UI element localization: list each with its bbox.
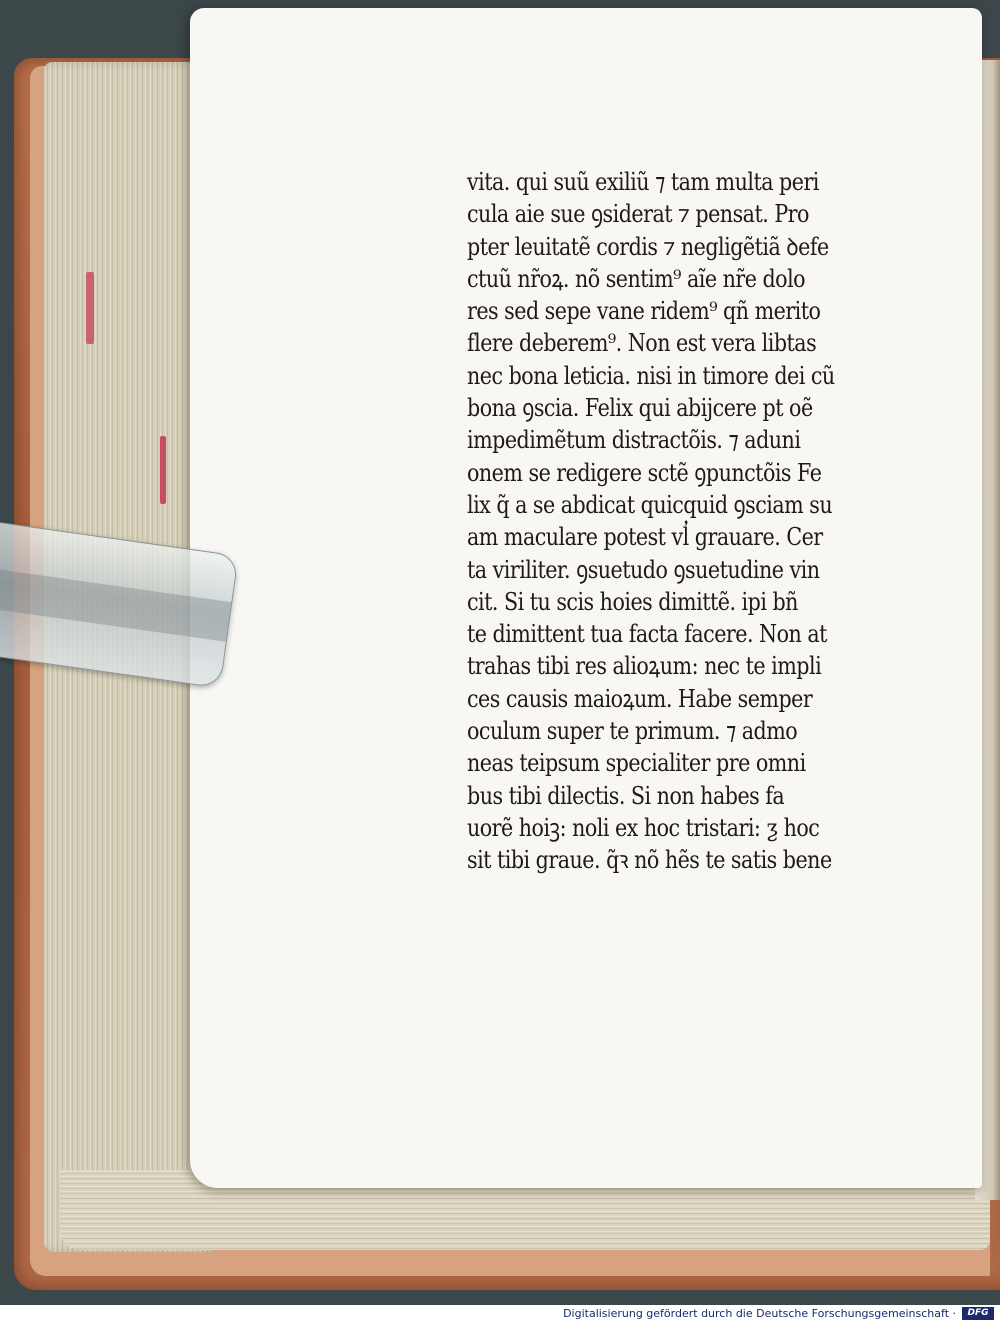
text-line: oculum super te primum. ⁊ admo [467, 717, 798, 746]
text-line: flere deberem⁹. Non est vera libtas [467, 329, 817, 358]
text-line: cit. Si tu scis hoies dimittẽ. ipi bñ [467, 587, 798, 616]
printed-text-block [467, 166, 897, 877]
text-line: sit tibi graue. q̃ꝛ nõ hẽs te satis bene [467, 846, 832, 875]
red-page-marker [160, 436, 166, 504]
text-line: nec bona leticia. nisi in timore dei cũ [467, 361, 835, 390]
dfg-logo-icon: DFG [962, 1307, 994, 1320]
text-line: bus tibi dilectis. Si non habes fa [467, 781, 785, 810]
funding-credit: Digitalisierung gefördert durch die Deutsche Forschungsgemeinschaft · [563, 1307, 956, 1320]
text-line: pter leuitatẽ cordis ⁊ negligẽtiã ꝺefe [467, 232, 829, 261]
red-page-marker [86, 272, 94, 344]
text-line: onem se redigere sctẽ ꝯpunctõis Fe [467, 458, 822, 487]
text-line: am maculare potest vl̓ grauare. Cer [467, 523, 823, 552]
text-line: ta viriliter. ꝯsuetudo ꝯsuetudine vin [467, 555, 820, 584]
text-line: bona ꝯscia. Felix qui abijcere pt oẽ [467, 394, 813, 423]
text-line: vita. qui suũ exiliũ ⁊ tam multa peri [467, 168, 819, 196]
footer-bar [0, 1305, 1000, 1322]
text-line: te dimittent tua facta facere. Non at [467, 620, 827, 649]
text-line: uorẽ hoiꝫ: noli ex hoc tristari: ƺ hoc [467, 813, 820, 842]
text-line: res sed sepe vane ridem⁹ qñ merito [467, 297, 821, 326]
glass-reflection [0, 567, 231, 641]
text-line: ctuũ nr̃oꝝ. nõ sentim⁹ aĩe nr̃e dolo [467, 264, 806, 293]
text-line: impedimẽtum distractõis. ⁊ aduni [467, 426, 801, 455]
text-line: trahas tibi res alioꝝum: nec te impli [467, 652, 822, 681]
text-line: ces causis maioꝝum. Habe semper [467, 684, 813, 713]
text-line: lix q̃ a se abdicat quicquid ꝯsciam su [467, 490, 833, 519]
text-line: cula aie sue ꝯsiderat ⁊ pensat. Pro [467, 200, 809, 229]
text-line: neas teipsum specialiter pre omni [467, 749, 806, 778]
